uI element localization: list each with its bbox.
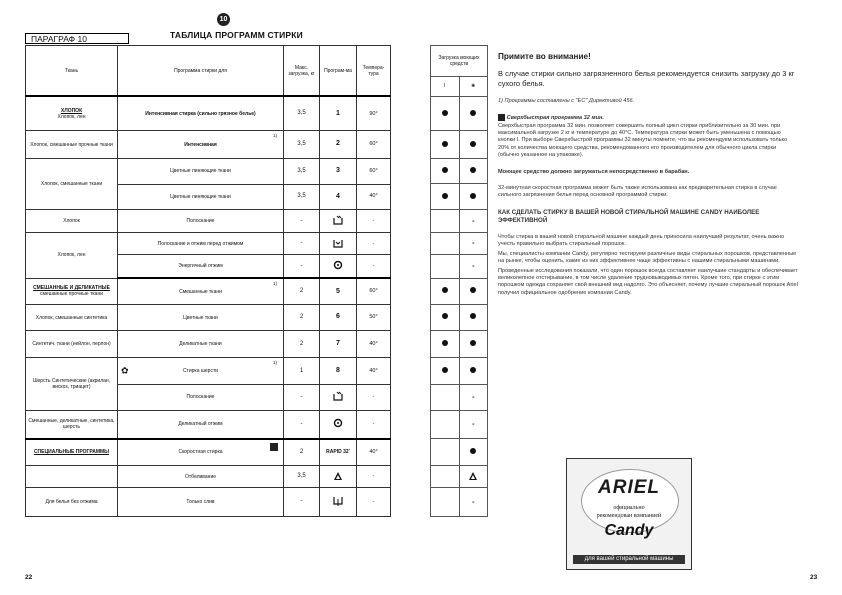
detergent-note: Моющее средство должно загружаться непосредственно в барабан. [498,168,690,175]
fabric-cell [26,131,118,159]
detergent-row [431,358,488,385]
page-number-left: 22 [25,574,33,581]
temp-cell: 40° [357,439,391,466]
load-cell: - [284,255,320,278]
temp-cell: 50° [357,305,391,330]
detergent-main [431,330,460,358]
detergent-row [431,410,488,439]
detergent-main [431,439,460,466]
detergent-row [431,488,488,517]
dot-icon [442,110,448,116]
detergent-softener [459,96,488,130]
fabric-text: Хлопок, смешанные синтетика [35,314,108,321]
bleach-triangle-icon [469,472,477,480]
program-number: 8 [320,358,357,385]
load-cell: 1 [284,358,320,385]
detergent-softener [459,465,488,487]
detergent-main [431,488,460,517]
dash-icon: - [472,393,475,401]
detergent-row [431,159,488,184]
program-name: Полоскание [186,394,215,401]
program-row [26,305,423,330]
drain-icon [332,245,344,251]
detergent-row [431,330,488,358]
detergent-main [431,278,460,305]
detergent-softener [459,385,488,410]
program-number: 2 [320,131,357,159]
program-row [26,278,423,305]
detergent-main [431,305,460,330]
program-number: 7 [320,330,357,358]
program-icon-cell [320,385,357,410]
detergent-row [431,184,488,209]
rapid-title: Сверхбыстрая программа 32 мин. [506,115,604,122]
fabric-cell [26,439,118,466]
detergent-row [431,305,488,330]
load-cell: 3,5 [284,184,320,209]
rapid-square-icon [498,114,505,121]
program-table [25,45,423,517]
fabric-cell [26,209,118,232]
program-cell [118,488,284,517]
temp-cell: - [357,385,391,410]
program-name: Энергичный отжим [178,263,223,270]
spacer [391,305,423,330]
program-icon-cell [320,209,357,232]
temp-cell: - [357,209,391,232]
program-name: Деликатные ткани [179,341,222,348]
detergent-row [431,96,488,130]
dash-icon: - [472,240,475,248]
fabric-cell [26,233,118,278]
program-number: 4 [320,184,357,209]
rinse-icon [332,398,344,404]
detergent-table [430,45,488,517]
fabric-category: СМЕШАННЫЕ И ДЕЛИКАТНЫЕ [33,285,110,292]
fabric-cell [26,159,118,210]
load-cell: 2 [284,439,320,466]
program-number: 3 [320,159,357,184]
fabric-cell [26,278,118,305]
program-name: Цветные ткани [183,314,218,321]
dot-icon [470,110,476,116]
load-cell: 2 [284,305,320,330]
header-program: Программа стирки для [118,46,284,97]
header-program-no: Програм-ма [320,46,357,97]
temp-cell: 60° [357,278,391,305]
header-max-load: Макс. загрузка, кг [284,46,320,97]
ariel-caption: для вашей стиральной машины [573,555,685,564]
program-row [26,131,423,159]
program-row [26,96,423,130]
program-icon-cell [320,488,357,517]
fabric-cell [26,465,118,487]
program-cell [118,131,284,159]
load-cell: 2 [284,330,320,358]
program-cell [118,439,284,466]
program-row [26,439,423,466]
spacer [391,255,423,278]
ariel-logo-box [566,458,692,570]
spacer [391,96,423,130]
program-cell [118,465,284,487]
rapid-square-icon [270,443,278,451]
footnote-mark: 1) [272,360,277,366]
program-cell [118,358,284,385]
fabric-text: Смешанные, деликатные, синтетика, шерсть [28,418,115,431]
program-name: Цветные линяющие ткани [170,193,231,200]
detergent-row [431,385,488,410]
temp-cell: 90° [357,96,391,130]
fabric-text: Шерсть Синтетические (акрилан, вискоз, триацет) [32,377,111,390]
dot-icon [470,193,476,199]
spacer [391,209,423,232]
detergent-main [431,233,460,255]
fabric-cell [26,330,118,358]
detergent-row [431,278,488,305]
detergent-softener [459,159,488,184]
detergent-softener [459,488,488,517]
paragraph-label: ПАРАГРАФ 10 [25,33,129,44]
detergent-softener [459,410,488,439]
detergent-row [431,465,488,487]
program-name: Полоскание [186,218,215,225]
detergent-softener [459,255,488,278]
program-icon-cell [320,410,357,439]
detergent-row [431,131,488,159]
program-name: Полоскание и отжим перед отжимом [157,240,244,247]
program-row [26,465,423,487]
dot-icon [442,367,448,373]
detergent-softener [459,439,488,466]
detergent-softener [459,278,488,305]
program-row [26,330,423,358]
program-name: Смешанные ткани [179,288,222,295]
program-icon-cell [320,465,357,487]
program-name: Отбеливание [184,473,217,480]
fabric-cell [26,305,118,330]
spacer [391,330,423,358]
temp-cell: - [357,465,391,487]
program-cell [118,255,284,278]
attention-title: Примите во внимание! [498,52,591,61]
detergent-main [431,255,460,278]
fabric-category: СПЕЦИАЛЬНЫЕ ПРОГРАММЫ [33,449,110,456]
load-cell: 3,5 [284,131,320,159]
ariel-text2: рекомендован компанией [596,513,662,519]
detergent-main [431,465,460,487]
dash-icon: - [472,263,475,271]
detergent-main [431,131,460,159]
program-number: 5 [320,278,357,305]
footnote: 1) Программы составлены с "ЕС" Директивой 456. [498,98,635,104]
drain2-icon [332,503,344,509]
load-cell: - [284,488,320,517]
load-cell: - [284,385,320,410]
program-cell [118,233,284,255]
para-research: Проведенные исследования показали, что один порошок всегда составляет наилучшие стандарты и обеспечивает великолепное отстирывание, в том числе удаление трудновыводимых пятен. Кроме того, при стирке с этим порошком одежда сохраняет свой внешний вид надолго. Это объясняет, почему лучшие стиральный порошок Ariel получил официальное одобрение компании Candy. [498,267,798,296]
spacer [391,159,423,184]
dot-icon [470,367,476,373]
spacer [391,131,423,159]
program-cell [118,278,284,305]
program-name: Интенсивная стирка (сильно грязное белье) [145,110,256,117]
detergent-softener [459,330,488,358]
dash-icon: - [472,420,475,428]
load-cell: - [284,233,320,255]
detergent-softener [459,305,488,330]
detergent-main [431,358,460,385]
para-tests: Мы, специалисты компании Candy, регулярно тестируем различные виды стиральных порошков, представленные на рынке, чтобы оценить, какие из них эффективнее чаще эффективны с нашими стиральными машинами. [498,250,797,265]
program-number: 6 [320,305,357,330]
program-number: 1 [320,96,357,130]
fabric-category: ХЛОПОК [60,107,83,114]
fabric-cell [26,410,118,439]
page-badge: 10 [217,13,230,26]
temp-cell: - [357,410,391,439]
bleach-icon [334,476,342,482]
dot-icon [442,193,448,199]
fabric-text: Для белья без отжима [45,499,98,506]
fabric-cell [26,96,118,130]
dot-icon [470,141,476,147]
dot-icon [470,287,476,293]
short-program-text: 32-минутная скоростная программа может быть также использована как предварительная стирка в случае сильного загрязнения белья перед основной программой стирки. [498,184,777,199]
detergent-softener [459,209,488,232]
program-cell [118,410,284,439]
spin-icon [332,425,344,431]
program-name: Цветные линяющие ткани [170,168,231,175]
temp-cell: - [357,233,391,255]
dot-icon [442,167,448,173]
detergent-softener [459,184,488,209]
detergent-main [431,96,460,130]
detergent-softener [459,358,488,385]
dot-icon [470,167,476,173]
attention-section [498,52,798,297]
rinse-icon [332,222,344,228]
temp-cell: 40° [357,330,391,358]
program-row [26,358,423,385]
detergent-main [431,184,460,209]
fabric-text: смешанные прочные ткани [39,291,103,298]
footnote-mark: 1) [272,133,277,139]
program-cell [118,184,284,209]
detergent-row [431,439,488,466]
program-cell [118,96,284,130]
dot-icon [470,448,476,454]
heading-effective: КАК СДЕЛАТЬ СТИРКУ В ВАШЕЙ НОВОЙ СТИРАЛЬНОЙ МАШИНЕ CANDY НАИБОЛЕЕ ЭФФЕКТИВНОЙ [498,208,760,224]
fabric-text: Хлопок, лен [57,113,86,120]
wool-icon: ✿ [121,365,129,376]
spacer [391,184,423,209]
dot-icon [442,313,448,319]
temp-cell: 40° [357,358,391,385]
fabric-text: Хлопок, лен [57,252,86,259]
dot-icon [442,340,448,346]
ariel-text1: официально [613,505,645,511]
temp-cell: 60° [357,131,391,159]
temp-cell: 60° [357,159,391,184]
program-name: Интенсивная [184,141,217,148]
page-number-right: 23 [810,574,818,581]
dot-icon [442,287,448,293]
load-cell: 2 [284,278,320,305]
header-temp: Темпера-тура [357,46,391,97]
dot-icon [442,141,448,147]
load-cell: 3,5 [284,465,320,487]
spacer [391,488,423,517]
load-cell: - [284,410,320,439]
detergent-main [431,410,460,439]
program-cell [118,305,284,330]
program-number: RAPID 32' [320,439,357,466]
spacer [391,46,423,97]
dot-icon [470,340,476,346]
load-cell: 3,5 [284,159,320,184]
detergent-main [431,159,460,184]
spacer [391,465,423,487]
program-row [26,410,423,439]
temp-cell: - [357,255,391,278]
dash-icon: - [472,498,475,506]
program-row [26,209,423,232]
program-row [26,233,423,255]
header-fabric: Ткань [26,46,118,97]
program-cell [118,385,284,410]
spacer [391,278,423,305]
spacer [391,385,423,410]
page-title: ТАБЛИЦА ПРОГРАММ СТИРКИ [170,30,303,40]
ariel-brand: ARIEL [598,477,660,498]
program-name: Только слив [186,499,215,506]
program-row [26,159,423,184]
detergent-row [431,255,488,278]
footnote-mark: 1) [272,281,277,287]
spin-icon [332,267,344,273]
program-cell [118,330,284,358]
para-effective: Чтобы стирка в вашей новой стиральной машине каждый день приносила наилучший результат, очень важно учесть правильно выбрать стиральный порошок. [498,234,785,248]
fabric-text: Хлопок [63,218,80,225]
detergent-col1-label: I [431,77,460,97]
load-cell: - [284,209,320,232]
program-cell [118,209,284,232]
temp-cell: - [357,488,391,517]
program-cell [118,159,284,184]
program-icon-cell [320,233,357,255]
program-row [26,488,423,517]
detergent-main [431,209,460,232]
fabric-text: Хлопок, смешанные прочные ткани [30,141,113,148]
fabric-text: Синтетич. ткани (нейлон, перлон) [32,341,111,348]
dash-icon: - [472,217,475,225]
load-cell: 3,5 [284,96,320,130]
spacer [391,358,423,385]
dot-icon [470,313,476,319]
detergent-softener [459,131,488,159]
program-icon-cell [320,255,357,278]
detergent-row [431,209,488,232]
rapid-text: Сверхбыстрая программа 32 мин. позволяет совершить полный цикл стирки приблизительно за 30 мин. при максимальной загрузке 2 кг и температуре до 40°С. Температура стирки может быть уменьшена с помощью кнопки I. При выборе Сверхбыстрой программы 32 минуты помните, что вы рекомендуем использовать только 20% от количества моющего средства, рекомендованного его производителем для обычного цикла стирки (обычно указанное на упаковке). [498,122,788,159]
spacer [391,233,423,255]
detergent-main [431,385,460,410]
detergent-col2-label: ❀ [459,77,488,97]
program-name: Деликатный отжим [178,421,223,428]
detergent-softener [459,233,488,255]
spacer [391,439,423,466]
temp-cell: 40° [357,184,391,209]
detergent-row [431,233,488,255]
spacer [391,410,423,439]
candy-logo: Candy [604,522,654,539]
fabric-text: Хлопок, смешанные ткани [40,181,103,187]
program-name: Скоростная стирка [178,449,223,456]
attention-text: В случае стирки сильно загрязненного белья рекомендуется снизить загрузку до 3 кг сухого белья. [498,69,795,88]
fabric-cell [26,488,118,517]
fabric-cell [26,358,118,410]
program-name: Стирка шерсти [182,368,219,375]
header-detergent: Загрузка моющих средств [431,46,488,77]
